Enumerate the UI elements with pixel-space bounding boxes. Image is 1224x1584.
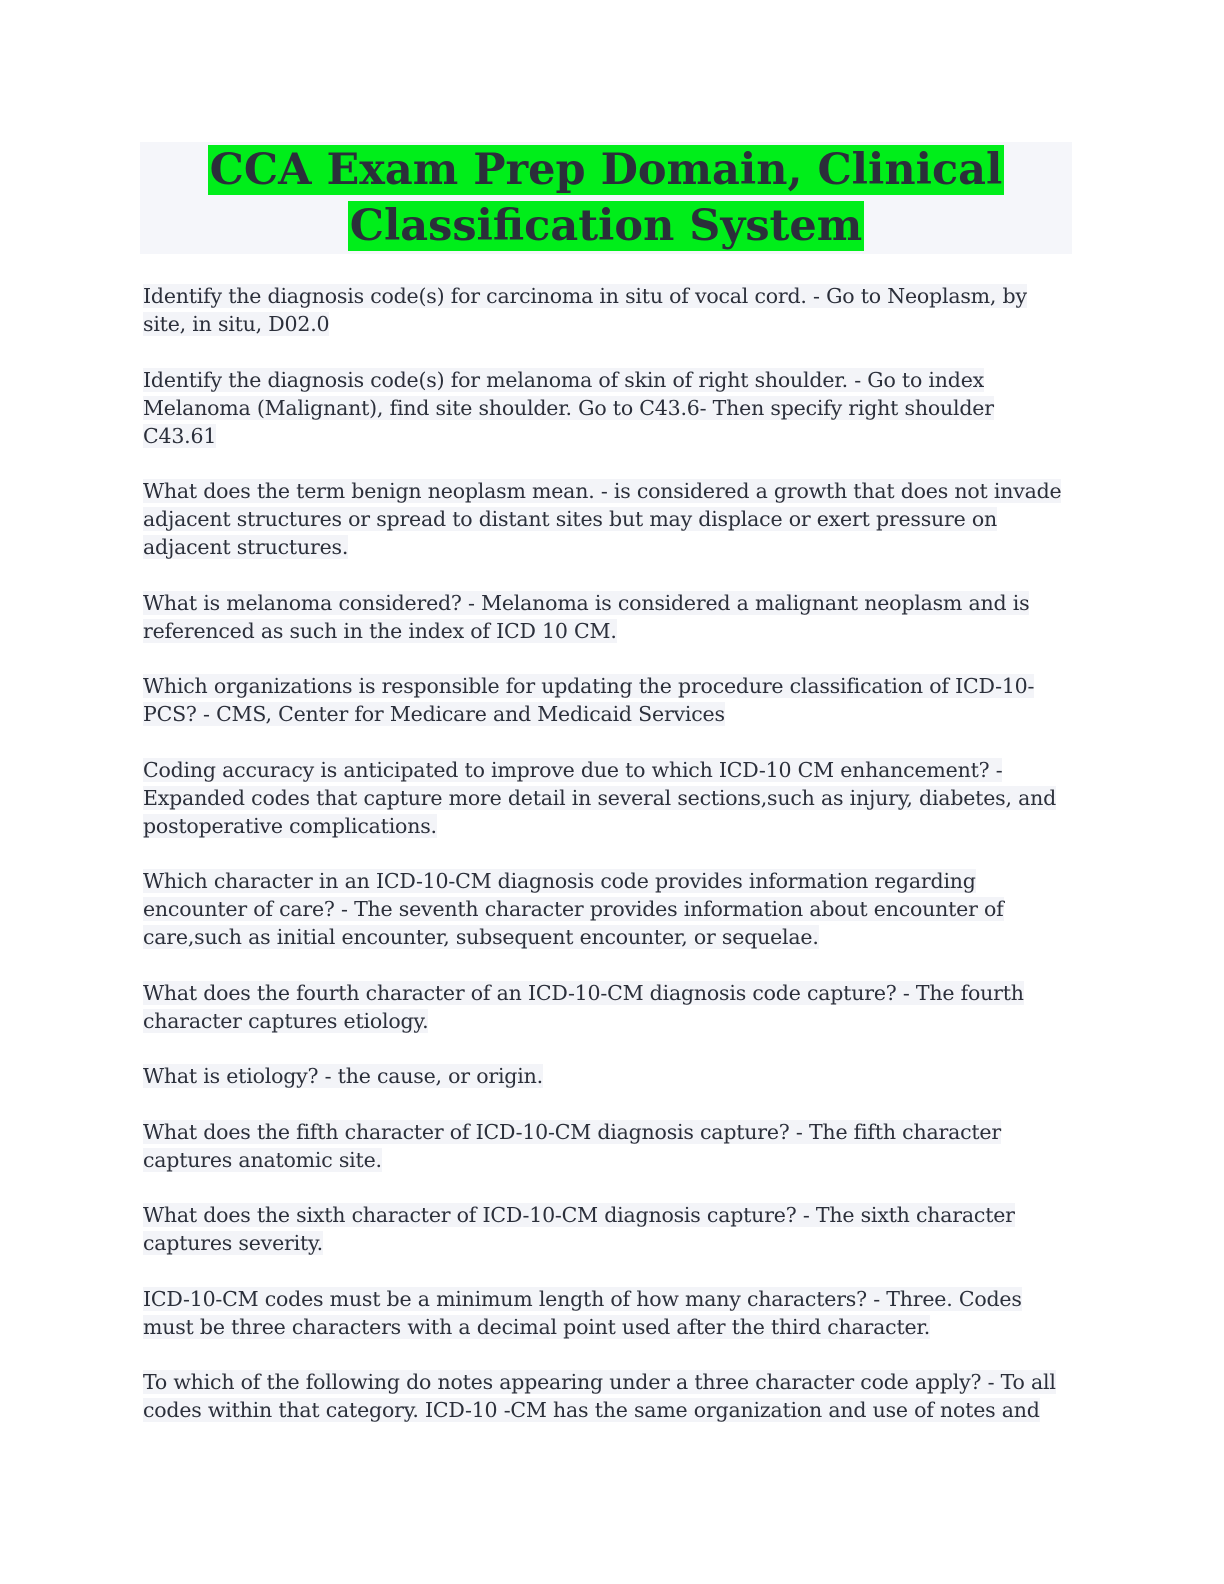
qa-item: What is etiology? - the cause, or origin. bbox=[143, 1064, 543, 1088]
qa-item: ICD-10-CM codes must be a minimum length of how many characters? - Three. Codes must be three characters with a decimal point used after the third character. bbox=[143, 1286, 1022, 1339]
qa-list bbox=[143, 282, 1063, 1452]
qa-item: What does the sixth character of ICD-10-CM diagnosis capture? - The sixth character captures severity. bbox=[143, 1203, 1015, 1255]
title-line-2: Classification System bbox=[349, 201, 863, 251]
qa-item: What does the fourth character of an ICD-10-CM diagnosis code capture? - The fourth character captures etiology. bbox=[143, 980, 1024, 1033]
qa-item: Which character in an ICD-10-CM diagnosis code provides information regarding encounter of care? - The seventh character provides information about encounter of care,such as initial encounter, subsequent encounter, or sequelae. bbox=[143, 869, 1004, 949]
title-line-1: CCA Exam Prep Domain, Clinical bbox=[209, 145, 1003, 195]
qa-item: Coding accuracy is anticipated to improve due to which ICD-10 CM enhancement? - Expanded codes that capture more detail in several sections,such as injury, diabetes, and postoperative complications. bbox=[143, 757, 1057, 838]
qa-item: Identify the diagnosis code(s) for melanoma of skin of right shoulder. - Go to index Melanoma (Malignant), find site shoulder. Go to C43.6- Then specify right shoulder C43.61 bbox=[143, 367, 994, 448]
qa-item: Which organizations is responsible for updating the procedure classification of ICD-10-PCS? - CMS, Center for Medicare and Medicaid Services bbox=[143, 674, 1035, 726]
qa-item: Identify the diagnosis code(s) for carcinoma in situ of vocal cord. - Go to Neoplasm, by site, in situ, D02.0 bbox=[143, 284, 1027, 336]
qa-item: To which of the following do notes appearing under a three character code apply? - To all codes within that category. ICD-10 -CM has the same organization and use of notes and bbox=[143, 1370, 1056, 1422]
document-title bbox=[140, 142, 1072, 254]
qa-item: What does the fifth character of ICD-10-CM diagnosis capture? - The fifth character captures anatomic site. bbox=[143, 1119, 1001, 1172]
qa-item: What is melanoma considered? - Melanoma is considered a malignant neoplasm and is referenced as such in the index of ICD 10 CM. bbox=[143, 590, 1030, 643]
qa-item: What does the term benign neoplasm mean. - is considered a growth that does not invade adjacent structures or spread to distant sites but may displace or exert pressure on adjacent structures. bbox=[143, 479, 1062, 559]
